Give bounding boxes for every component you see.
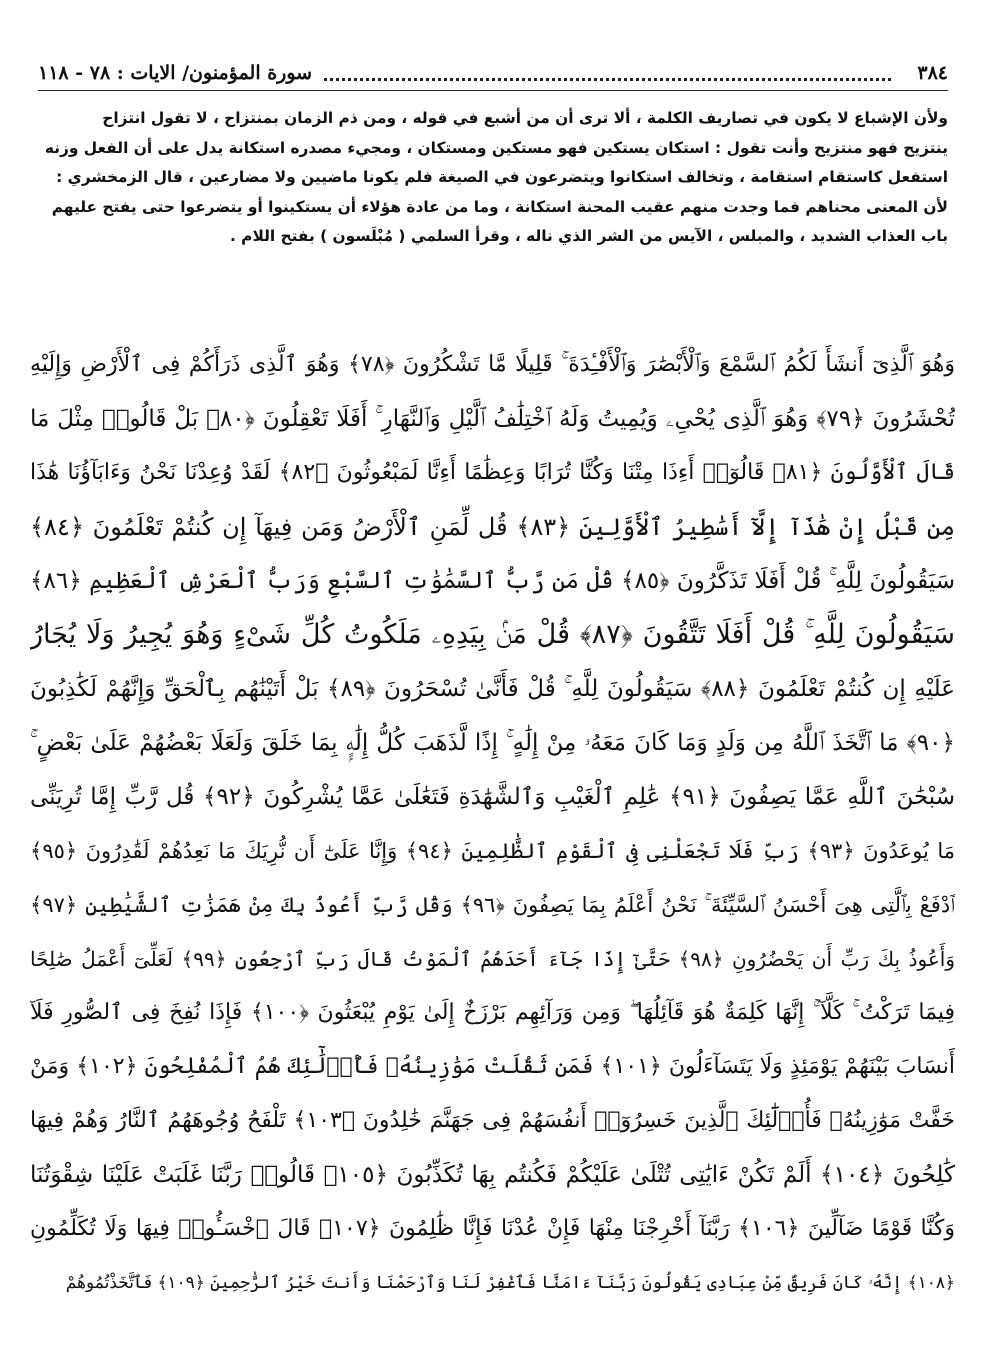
verse-line: سُبْحَٰنَ ٱللَّهِ عَمَّا يَصِفُونَ ﴿٩١﴾ عَٰلِمِ ٱلْغَيْبِ وَٱلشَّهَٰدَةِ فَتَعَٰلَىٰ عَمَّا يُشْرِكُونَ ﴿٩٢﴾ قُل رَّبِّ إِمَّا تُرِيَنِّى xyxy=(30,784,955,810)
commentary-line: ولأن الإشباع لا يكون في تصاريف الكلمة ، ألا ترى أن من أشبع في قوله ، ومن ذم الزمان بمنتزاح ، لا تقول انتزاح xyxy=(102,109,948,127)
verse-line: ٱدْفَعْ بِٱلَّتِى هِىَ أَحْسَنُ ٱلسَّيِّئَةَ ۚ نَحْنُ أَعْلَمُ بِمَا يَصِفُونَ ﴿٩٦﴾ وَقُل رَّبِّ أَعُوذُ بِكَ مِنْ هَمَزَٰتِ ٱلشَّيَٰطِينِ ﴿٩٧﴾ xyxy=(30,893,955,917)
verse-line: وَأَعُوذُ بِكَ رَبِّ أَن يَحْضُرُونِ ﴿٩٨﴾ حَتَّىٰٓ إِذَا جَآءَ أَحَدَهُمُ ٱلْمَوْتُ قَالَ رَبِّ ٱرْجِعُونِ ﴿٩٩﴾ لَعَلِّىٓ أَعْمَلُ صَٰلِحًا xyxy=(30,947,955,971)
commentary-block xyxy=(38,104,948,252)
verse-line: ﴿١٠٨﴾ إِنَّهُۥ كَانَ فَرِيقٌ مِّنْ عِبَادِى يَقُولُونَ رَبَّنَآ ءَامَنَّا فَٱغْفِرْ لَنَا وَٱرْحَمْنَا وَأَنتَ خَيْرُ ٱلرَّٰحِمِينَ ﴿١٠٩﴾ فَٱتَّخَذْتُمُوهُمْ xyxy=(65,1273,955,1293)
verse-line: أَنسَابَ بَيْنَهُمْ يَوْمَئِذٍ وَلَا يَتَسَآءَلُونَ ﴿١٠١﴾ فَمَن ثَقُلَتْ مَوَٰزِينُهُۥ فَأُو۟لَٰٓئِكَ هُمُ ٱلْمُفْلِحُونَ ﴿١٠٢﴾ وَمَنْ xyxy=(30,1054,955,1079)
commentary-line: ينتزيح فهو منتزيح وأنت تقول : استكان يستكين فهو مستكين ومستكان ، ومجيء مصدره استكانة يدل على أن الفعل وزنه xyxy=(44,138,948,157)
verse-line: عَلَيْهِ إِن كُنتُمْ تَعْلَمُونَ ﴿٨٨﴾ سَيَقُولُونَ لِلَّهِ ۚ قُلْ فَأَنَّىٰ تُسْحَرُونَ ﴿٨٩﴾ بَلْ أَتَيْنَٰهُم بِٱلْحَقِّ وَإِنَّهُمْ لَكَٰذِبُونَ xyxy=(30,676,955,702)
verse-line: كَٰلِحُونَ ﴿١٠٤﴾ أَلَمْ تَكُنْ ءَايَٰتِى تُتْلَىٰ عَلَيْكُمْ فَكُنتُم بِهَا تُكَذِّبُونَ ﴿١٠٥﴾ قَالُوا۟ رَبَّنَا غَلَبَتْ عَلَيْنَا شِقْوَتُنَا xyxy=(30,1162,955,1188)
quran-verses-block xyxy=(30,338,955,1310)
verse-line: خَفَّتْ مَوَٰزِينُهُۥ فَأُو۟لَٰٓئِكَ ٱلَّذِينَ خَسِرُوٓا۟ أَنفُسَهُمْ فِى جَهَنَّمَ خَٰلِدُونَ ﴿١٠٣﴾ تَلْفَحُ وُجُوهَهُمُ ٱلنَّارُ وَهُمْ فِيهَا xyxy=(30,1108,955,1133)
verse-line: وَهُوَ ٱلَّذِىٓ أَنشَأَ لَكُمُ ٱلسَّمْعَ وَٱلْأَبْصَٰرَ وَٱلْأَفْـِٔدَةَ ۚ قَلِيلًا مَّا تَشْكُرُونَ ﴿٧٨﴾ وَهُوَ ٱلَّذِى ذَرَأَكُمْ فِى ٱلْأَرْضِ وَإِلَيْهِ xyxy=(30,352,955,377)
surah-verse-range: سورة المؤمنون/ الايات : ٧٨ - ١١٨ xyxy=(38,62,313,84)
verse-line: مَا يُوعَدُونَ ﴿٩٣﴾ رَبِّ فَلَا تَجْعَلْنِى فِى ٱلْقَوْمِ ٱلظَّٰلِمِينَ ﴿٩٤﴾ وَإِنَّا عَلَىٰٓ أَن نُّرِيَكَ مَا نَعِدُهُمْ لَقَٰدِرُونَ ﴿٩٥﴾ xyxy=(30,839,955,863)
verse-line: وَكُنَّا قَوْمًا ضَآلِّينَ ﴿١٠٦﴾ رَبَّنَآ أَخْرِجْنَا مِنْهَا فَإِنْ عُدْنَا فَإِنَّا ظَٰلِمُونَ ﴿١٠٧﴾ قَالَ ٱخْسَـُٔوا۟ فِيهَا وَلَا تُكَلِّمُونِ xyxy=(30,1216,955,1241)
verse-line: تُحْشَرُونَ ﴿٧٩﴾ وَهُوَ ٱلَّذِى يُحْىِۦ وَيُمِيتُ وَلَهُ ٱخْتِلَٰفُ ٱلَّيْلِ وَٱلنَّهَارِ ۚ أَفَلَا تَعْقِلُونَ ﴿٨٠﴾ بَلْ قَالُوا۟ مِثْلَ مَا xyxy=(30,406,955,432)
verse-line: قَالَ ٱلْأَوَّلُونَ ﴿٨١﴾ قَالُوٓا۟ أَءِذَا مِتْنَا وَكُنَّا تُرَابًا وَعِظَٰمًا أَءِنَّا لَمَبْعُوثُونَ ﴿٨٢﴾ لَقَدْ وُعِدْنَا نَحْنُ وَءَابَآؤُنَا هَٰذَا xyxy=(30,460,955,485)
page-header xyxy=(38,58,948,88)
verse-line: سَيَقُولُونَ لِلَّهِ ۚ قُلْ أَفَلَا تَذَكَّرُونَ ﴿٨٥﴾ قُلْ مَن رَّبُّ ٱلسَّمَٰوَٰتِ ٱلسَّبْعِ وَرَبُّ ٱلْعَرْشِ ٱلْعَظِيمِ ﴿٨٦﴾ xyxy=(30,568,955,594)
commentary-line: باب العذاب الشديد ، والمبلس ، الآيس من الشر الذي ناله ، وقرأ السلمي ( مُبْلَسون ) بفتح اللام . xyxy=(229,227,948,245)
commentary-line: لأن المعنى محناهم فما وجدت منهم عقيب المحنة استكانة ، وما من عادة هؤلاء أن يستكينوا أو يتضرعوا حتى يفتح عليهم xyxy=(51,197,948,216)
commentary-line: استفعل كاستقام استقامة ، وتخالف استكانوا ويتضرعون في الصيغة فلم يكونا ماضيين ولا مضارعين ، قال الزمخشري : xyxy=(56,168,948,186)
header-dotted-leader xyxy=(324,78,891,81)
verse-line: فِيمَا تَرَكْتُ ۚ كَلَّآ ۚ إِنَّهَا كَلِمَةٌ هُوَ قَآئِلُهَا ۖ وَمِن وَرَآئِهِم بَرْزَخٌ إِلَىٰ يَوْمِ يُبْعَثُونَ ﴿١٠٠﴾ فَإِذَا نُفِخَ فِى ٱلصُّورِ فَلَآ xyxy=(30,1000,955,1025)
verse-line: مِن قَبْلُ إِنْ هَٰذَآ إِلَّآ أَسَٰطِيرُ ٱلْأَوَّلِينَ ﴿٨٣﴾ قُل لِّمَنِ ٱلْأَرْضُ وَمَن فِيهَآ إِن كُنتُمْ تَعْلَمُونَ ﴿٨٤﴾ xyxy=(30,513,955,541)
page-number: ٣٨٤ xyxy=(917,62,948,84)
verse-line: ﴿٩٠﴾ مَا ٱتَّخَذَ ٱللَّهُ مِن وَلَدٍ وَمَا كَانَ مَعَهُۥ مِنْ إِلَٰهٍ ۚ إِذًا لَّذَهَبَ كُلُّ إِلَٰهٍۭ بِمَا خَلَقَ وَلَعَلَا بَعْضُهُمْ عَلَىٰ بَعْضٍ ۚ xyxy=(30,730,955,756)
header-rule xyxy=(38,90,948,91)
verse-line: سَيَقُولُونَ لِلَّهِ ۚ قُلْ أَفَلَا تَتَّقُونَ ﴿٨٧﴾ قُلْ مَنۢ بِيَدِهِۦ مَلَكُوتُ كُلِّ شَىْءٍ وَهُوَ يُجِيرُ وَلَا يُجَارُ xyxy=(30,619,955,650)
